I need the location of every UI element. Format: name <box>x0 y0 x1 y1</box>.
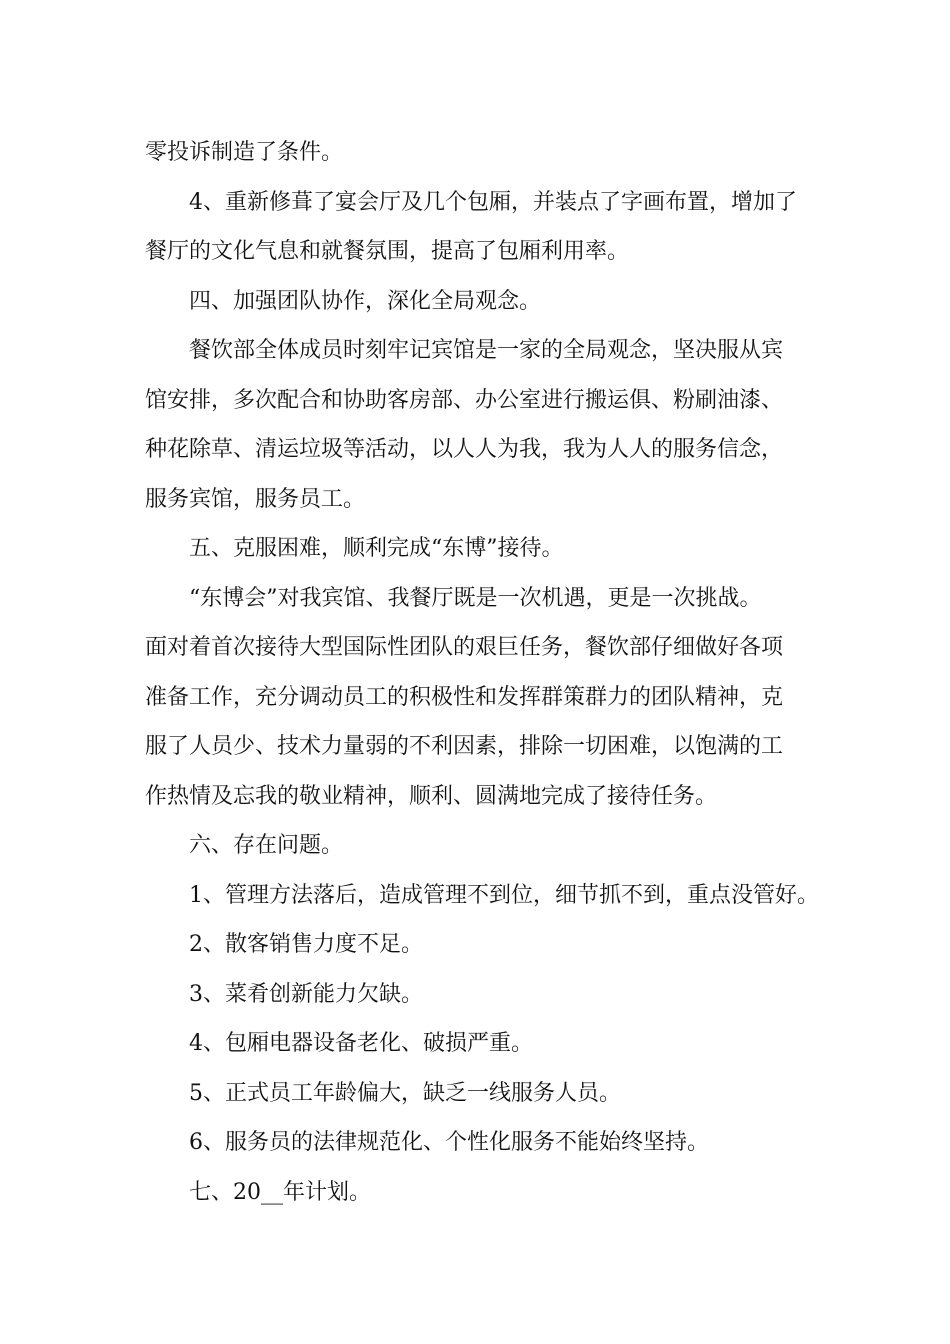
text-line: 面对着首次接待大型国际性团队的艰巨任务，餐饮部仔细做好各项 <box>145 635 784 660</box>
text-line: 餐厅的文化气息和就餐氛围，提高了包厢利用率。 <box>145 239 630 264</box>
text-line: 准备工作，充分调动员工的积极性和发挥群策群力的团队精神，克 <box>145 684 784 710</box>
section-heading: 五、克服困难，顺利完成“东博”接待。 <box>189 536 564 561</box>
text-line: 零投诉制造了条件。 <box>145 140 344 165</box>
text-line: 作热情及忘我的敬业精神，顺利、圆满地完成了接待任务。 <box>145 783 718 809</box>
text-line: 种花除草、清运垃圾等活动，以人人为我，我为人人的服务信念， <box>145 437 784 462</box>
section-heading: 六、存在问题。 <box>189 833 344 858</box>
text-line: “东博会”对我宾馆、我餐厅既是一次机遇，更是一次挑战。 <box>189 585 762 611</box>
text-line: 服务宾馆，服务员工。 <box>145 486 366 512</box>
document-body <box>145 128 825 1217</box>
section-heading: 四、加强团队协作，深化全局观念。 <box>189 288 542 314</box>
text-line: 服了人员少、技术力量弱的不利因素，排除一切困难，以饱满的工 <box>145 734 784 759</box>
text-line: 餐饮部全体成员时刻牢记宾馆是一家的全局观念，坚决服从宾 <box>189 338 784 363</box>
text-line: 馆安排，多次配合和协助客房部、办公室进行搬运俱、粉刷油漆、 <box>145 387 784 413</box>
list-item: 6、服务员的法律规范化、个性化服务不能始终坚持。 <box>189 1130 709 1155</box>
list-item: 1、管理方法落后，造成管理不到位，细节抓不到，重点没管好。 <box>189 882 819 908</box>
list-item: 5、正式员工年龄偏大，缺乏一线服务人员。 <box>189 1080 621 1106</box>
list-item: 2、散客销售力度不足。 <box>189 932 423 957</box>
list-item: 4、包厢电器设备老化、破损严重。 <box>189 1031 533 1056</box>
list-item: 3、菜肴创新能力欠缺。 <box>189 981 423 1007</box>
section-heading: 七、20__年计划。 <box>189 1179 371 1205</box>
text-line: 4、重新修葺了宴会厅及几个包厢，并装点了字画布置，增加了 <box>189 189 797 215</box>
